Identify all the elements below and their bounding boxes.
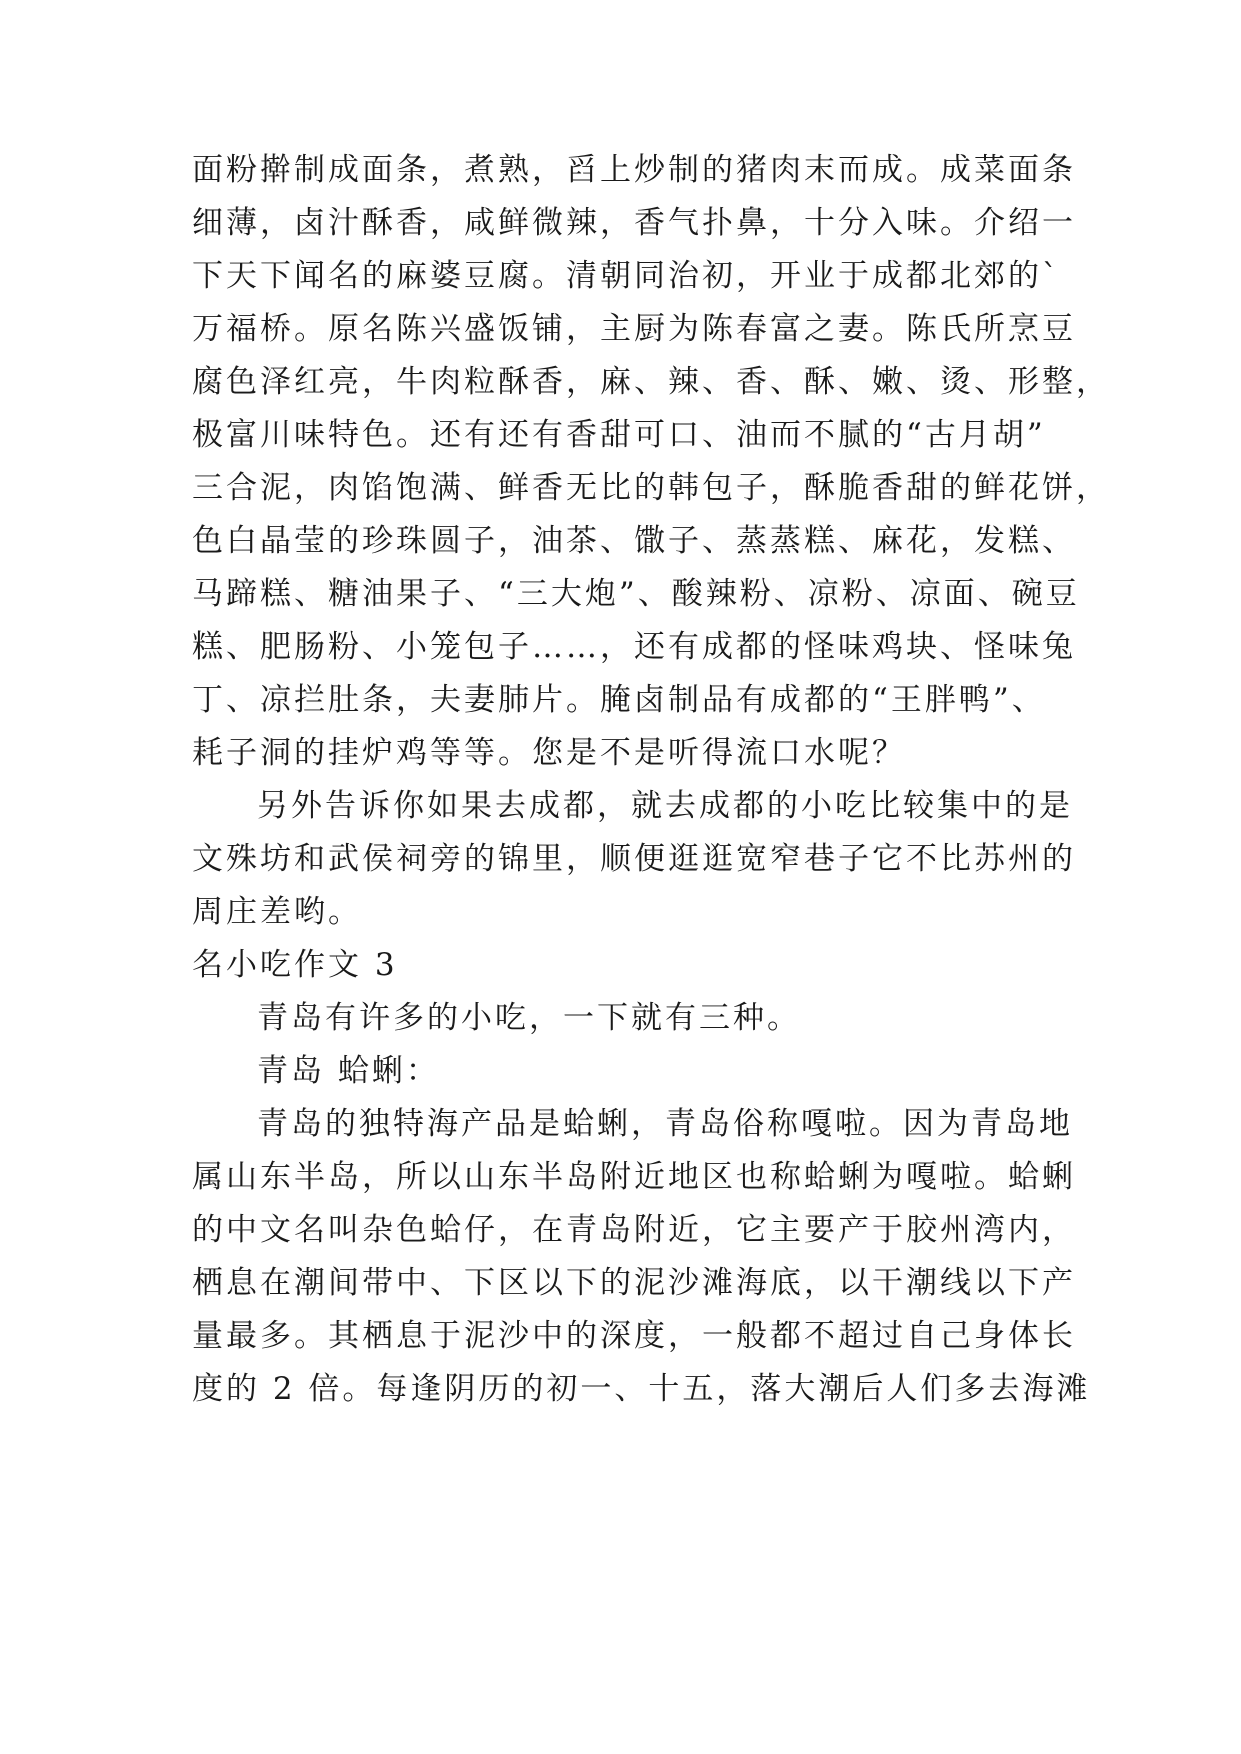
text-line: 面粉擀制成面条，煮熟，舀上炒制的猪肉末而成。成菜面条 <box>192 152 1076 188</box>
text-line: 细薄，卤汁酥香，咸鲜微辣，香气扑鼻，十分入味。介绍一 <box>192 205 1076 241</box>
text-line: 丁、凉拦肚条，夫妻肺片。腌卤制品有成都的“王胖鸭”、 <box>192 682 1046 718</box>
text-line: 三合泥，肉馅饱满、鲜香无比的韩包子，酥脆香甜的鲜花饼， <box>192 470 1110 506</box>
text-line: 极富川味特色。还有还有香甜可口、油而不腻的“古月胡” <box>192 417 1046 453</box>
text-line: 色白晶莹的珍珠圆子，油茶、馓子、蒸蒸糕、麻花，发糕、 <box>192 523 1076 559</box>
text-line: 量最多。其栖息于泥沙中的深度，一般都不超过自己身体长 <box>192 1318 1076 1354</box>
text-line: 的中文名叫杂色蛤仔，在青岛附近，它主要产于胶州湾内， <box>192 1212 1076 1248</box>
text-line: 文殊坊和武侯祠旁的锦里，顺便逛逛宽窄巷子它不比苏州的 <box>192 841 1076 877</box>
text-line: 属山东半岛，所以山东半岛附近地区也称蛤蜊为嘎啦。蛤蜊 <box>192 1159 1076 1195</box>
paragraph-first-line: 青岛有许多的小吃，一下就有三种。 <box>257 1000 801 1036</box>
text-line: 万福桥。原名陈兴盛饭铺，主厨为陈春富之妻。陈氏所烹豆 <box>192 311 1076 347</box>
text-line: 腐色泽红亮，牛肉粒酥香，麻、辣、香、酥、嫩、烫、形整， <box>192 364 1110 400</box>
section-heading: 名小吃作文 3 <box>192 947 398 983</box>
text-line: 周庄差哟。 <box>192 894 362 930</box>
text-line: 马蹄糕、糖油果子、“三大炮”、酸辣粉、凉粉、凉面、碗豆 <box>192 576 1080 612</box>
text-line: 栖息在潮间带中、下区以下的泥沙滩海底，以干潮线以下产 <box>192 1265 1076 1301</box>
subheading: 青岛 蛤蜊： <box>257 1053 440 1089</box>
text-line: 下天下闻名的麻婆豆腐。清朝同治初，开业于成都北郊的` <box>192 258 1061 294</box>
paragraph-first-line: 青岛的独特海产品是蛤蜊，青岛俗称嘎啦。因为青岛地 <box>257 1106 1073 1142</box>
paragraph-first-line: 另外告诉你如果去成都，就去成都的小吃比较集中的是 <box>257 788 1073 824</box>
text-line: 耗子洞的挂炉鸡等等。您是不是听得流口水呢？ <box>192 735 906 771</box>
text-line: 糕、肥肠粉、小笼包子……，还有成都的怪味鸡块、怪味兔 <box>192 629 1076 665</box>
text-line: 度的 2 倍。每逢阴历的初一、十五，落大潮后人们多去海滩 <box>192 1371 1091 1407</box>
